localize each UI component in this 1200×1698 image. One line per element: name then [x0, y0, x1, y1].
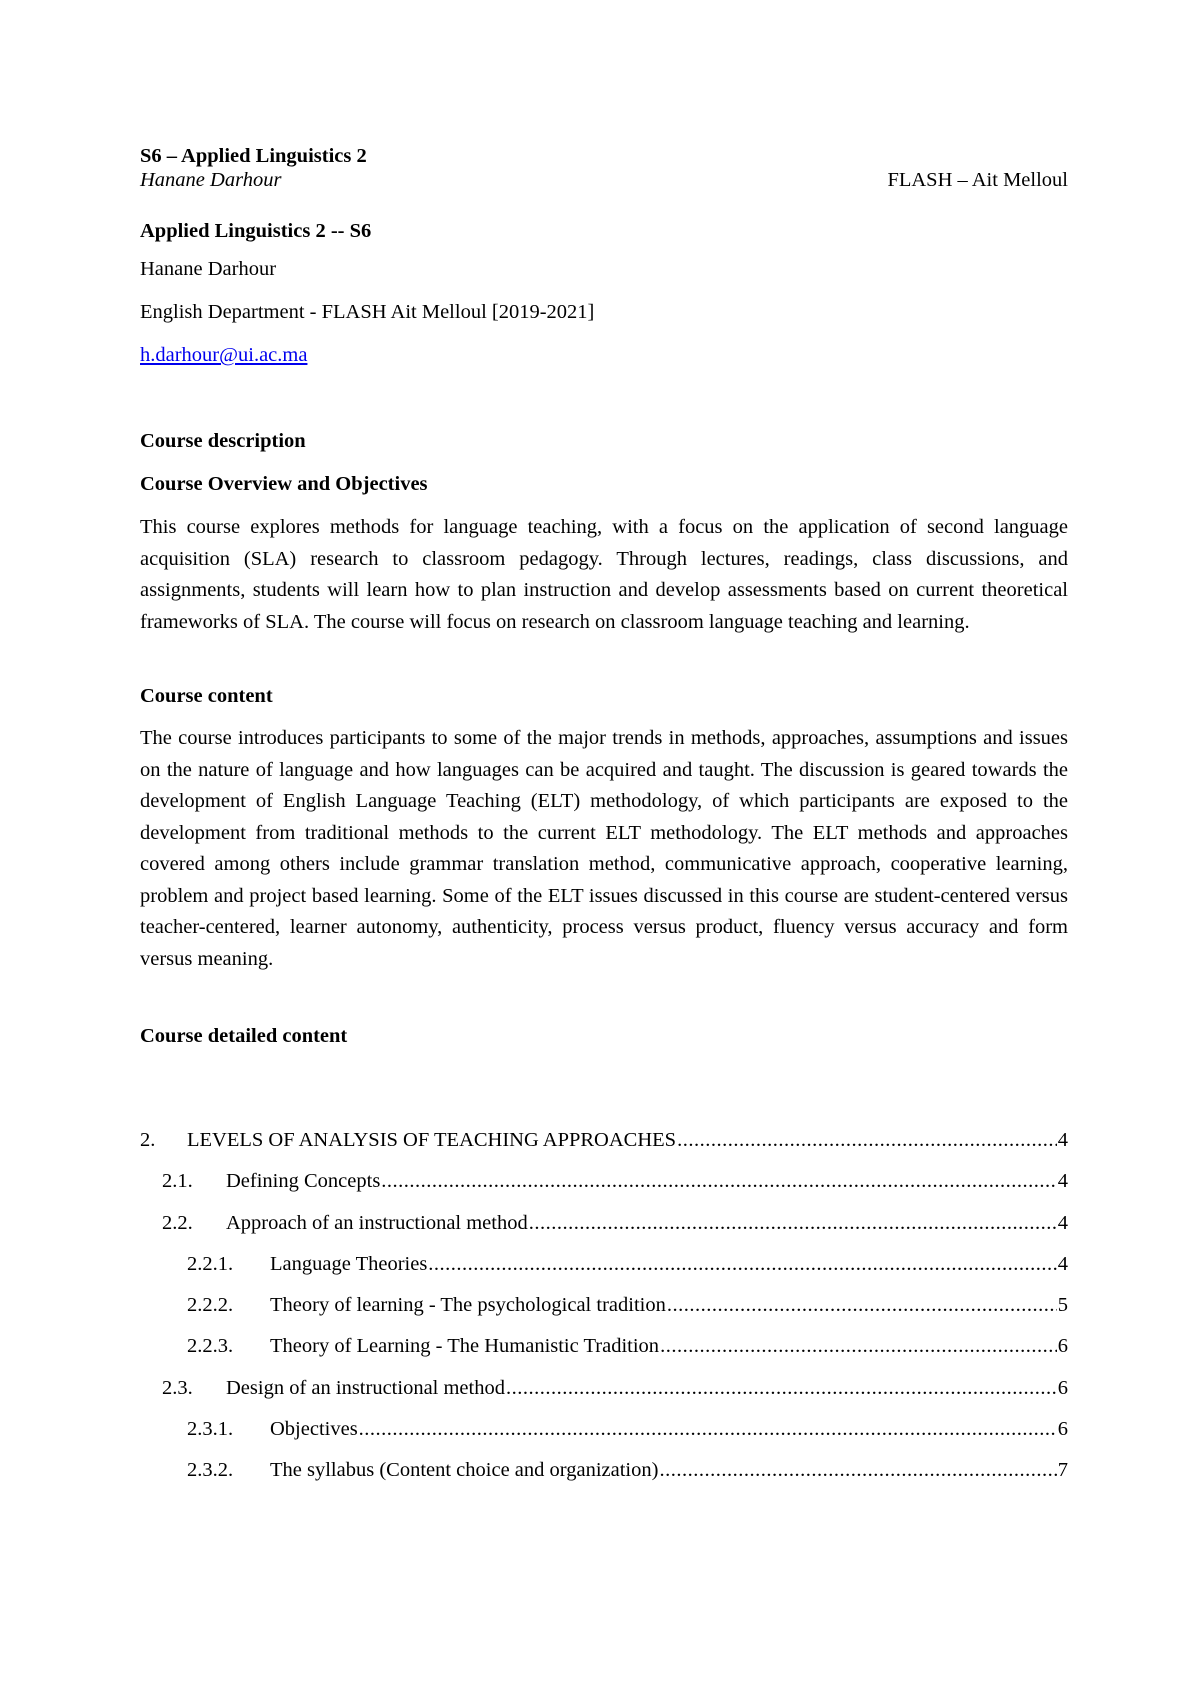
toc-entry[interactable]	[140, 1169, 1068, 1210]
toc-entry-number: 2.3.	[162, 1376, 193, 1399]
toc-entry-title: Defining Concepts	[226, 1170, 381, 1193]
toc-dot-leader	[506, 1376, 1057, 1400]
toc-entry-number: 2.3.1.	[187, 1418, 234, 1441]
toc-entry-page: 5	[1057, 1294, 1068, 1317]
toc-entry[interactable]	[140, 1334, 1068, 1375]
toc-entry-title: The syllabus (Content choice and organization)	[270, 1459, 659, 1482]
toc-dot-leader	[529, 1211, 1057, 1235]
page-header	[140, 144, 1068, 192]
header-author: Hanane Darhour	[140, 169, 282, 191]
department-line: English Department - FLASH Ait Melloul [2019-2021]	[140, 301, 595, 323]
document-title: Applied Linguistics 2 -- S6	[140, 220, 372, 242]
course-overview-heading: Course Overview and Objectives	[140, 473, 428, 495]
toc-entry-page: 4	[1057, 1170, 1068, 1193]
course-content-paragraph: The course introduces participants to some of the major trends in methods, approaches, assumptions and issues on the nature of language and how languages can be acquired and taught. The discussion is geared towards the development of English Language Teaching (ELT) methodology, of which participants are exposed to the development from traditional methods to the current ELT methodology. The ELT methods and approaches covered among others include grammar translation method, communicative approach, cooperative learning, problem and project based learning. Some of the ELT issues discussed in this course are student-centered versus teacher-centered, learner autonomy, authenticity, process versus product, fluency versus accuracy and form versus meaning.	[140, 727, 1068, 970]
toc-entry-page: 6	[1057, 1376, 1068, 1399]
toc-entry-number: 2.2.1.	[187, 1252, 234, 1275]
toc-dot-leader	[428, 1252, 1056, 1276]
toc-entry-page: 7	[1057, 1459, 1068, 1482]
toc-entry-page: 4	[1057, 1252, 1068, 1275]
toc-entry-number: 2.3.2.	[187, 1459, 234, 1482]
toc-entry-number: 2.	[140, 1129, 156, 1151]
course-detailed-content-heading: Course detailed content	[140, 1025, 348, 1047]
toc-entry-number: 2.2.	[162, 1211, 193, 1234]
toc-entry-page: 6	[1057, 1418, 1068, 1441]
toc-entry[interactable]	[140, 1252, 1068, 1293]
toc-entry-page: 4	[1057, 1129, 1068, 1151]
course-overview-paragraph: This course explores methods for language teaching, with a focus on the application of second language acquisition (SLA) research to classroom pedagogy. Through lectures, readings, class discussions, and assignments, students will learn how to plan instruction and develop assessments based on current theoretical frameworks of SLA. The course will focus on research on classroom language teaching and learning.	[140, 516, 1068, 633]
course-description-heading: Course description	[140, 430, 306, 452]
author-name: Hanane Darhour	[140, 258, 277, 280]
email-link[interactable]: h.darhour@ui.ac.ma	[140, 344, 308, 366]
toc-entry-title: Objectives	[270, 1418, 358, 1441]
toc-entry-number: 2.2.2.	[187, 1294, 234, 1317]
toc-dot-leader	[659, 1458, 1056, 1482]
toc-entry[interactable]	[140, 1417, 1068, 1458]
toc-dot-leader	[660, 1334, 1057, 1358]
table-of-contents	[140, 1128, 1068, 1500]
toc-entry-page: 6	[1057, 1335, 1068, 1358]
toc-entry[interactable]	[140, 1458, 1068, 1499]
toc-dot-leader	[381, 1169, 1056, 1193]
toc-entry-title: Theory of Learning - The Humanistic Tradition	[270, 1335, 660, 1358]
toc-entry-title: Language Theories	[270, 1252, 428, 1275]
toc-entry-title: Design of an instructional method	[226, 1376, 505, 1399]
toc-dot-leader	[359, 1417, 1057, 1441]
header-institution: FLASH – Ait Melloul	[887, 169, 1068, 191]
toc-entry-title: Theory of learning - The psychological tradition	[270, 1294, 666, 1317]
toc-entry[interactable]	[140, 1293, 1068, 1334]
toc-entry[interactable]	[140, 1376, 1068, 1417]
toc-dot-leader	[677, 1128, 1057, 1152]
course-content-heading: Course content	[140, 685, 273, 707]
toc-entry-title: LEVELS OF ANALYSIS OF TEACHING APPROACHES	[187, 1129, 677, 1151]
toc-entry-title: Approach of an instructional method	[226, 1211, 528, 1234]
header-course-title: S6 – Applied Linguistics 2	[140, 145, 367, 167]
toc-entry[interactable]	[140, 1128, 1068, 1169]
toc-entry[interactable]	[140, 1211, 1068, 1252]
toc-entry-number: 2.1.	[162, 1170, 193, 1193]
toc-entry-number: 2.2.3.	[187, 1335, 234, 1358]
toc-dot-leader	[667, 1293, 1057, 1317]
toc-entry-page: 4	[1057, 1211, 1068, 1234]
